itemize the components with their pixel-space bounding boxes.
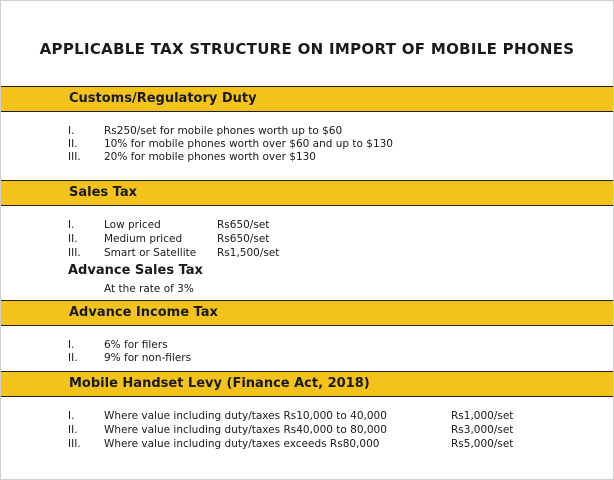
levy-bar (1, 371, 613, 397)
item-text: 20% for mobile phones worth over $130 (104, 151, 316, 163)
customs-bar (1, 86, 613, 112)
levy-heading: Mobile Handset Levy (Finance Act, 2018) (69, 376, 370, 391)
advance-sales-tax-text: At the rate of 3% (104, 283, 194, 295)
sales-tax-bar (1, 180, 613, 206)
item-number: II. (68, 233, 78, 245)
item-number: III. (68, 438, 81, 450)
item-number: I. (68, 410, 75, 422)
item-value: Rs650/set (217, 233, 270, 245)
item-value: Rs650/set (217, 219, 270, 231)
item-number: I. (68, 125, 75, 137)
item-text: Where value including duty/taxes Rs10,000 to 40,000 (104, 410, 387, 422)
item-text: Rs250/set for mobile phones worth up to $60 (104, 125, 343, 137)
item-number: II. (68, 352, 78, 364)
item-number: I. (68, 339, 75, 351)
sales-tax-heading: Sales Tax (69, 185, 138, 200)
item-value: Rs1,500/set (217, 247, 280, 259)
item-text: Where value including duty/taxes Rs40,000 to 80,000 (104, 424, 387, 436)
income-tax-heading: Advance Income Tax (69, 305, 218, 320)
item-value: Rs1,000/set (451, 410, 514, 422)
item-number: I. (68, 219, 75, 231)
item-text: 10% for mobile phones worth over $60 and up to $130 (104, 138, 393, 150)
item-number: II. (68, 138, 78, 150)
item-value: Rs3,000/set (451, 424, 514, 436)
customs-heading: Customs/Regulatory Duty (69, 91, 257, 106)
item-number: III. (68, 151, 81, 163)
item-text: 9% for non-filers (104, 352, 192, 364)
income-tax-bar (1, 300, 613, 326)
item-label: Medium priced (104, 233, 183, 245)
page-title: APPLICABLE TAX STRUCTURE ON IMPORT OF MOBILE PHONES (39, 40, 575, 58)
item-value: Rs5,000/set (451, 438, 514, 450)
item-number: II. (68, 424, 78, 436)
item-text: Where value including duty/taxes exceeds Rs80,000 (104, 438, 380, 450)
item-text: 6% for filers (104, 339, 168, 351)
item-label: Low priced (104, 219, 161, 231)
advance-sales-tax-heading: Advance Sales Tax (68, 263, 203, 278)
item-label: Smart or Satellite (104, 247, 197, 259)
item-number: III. (68, 247, 81, 259)
